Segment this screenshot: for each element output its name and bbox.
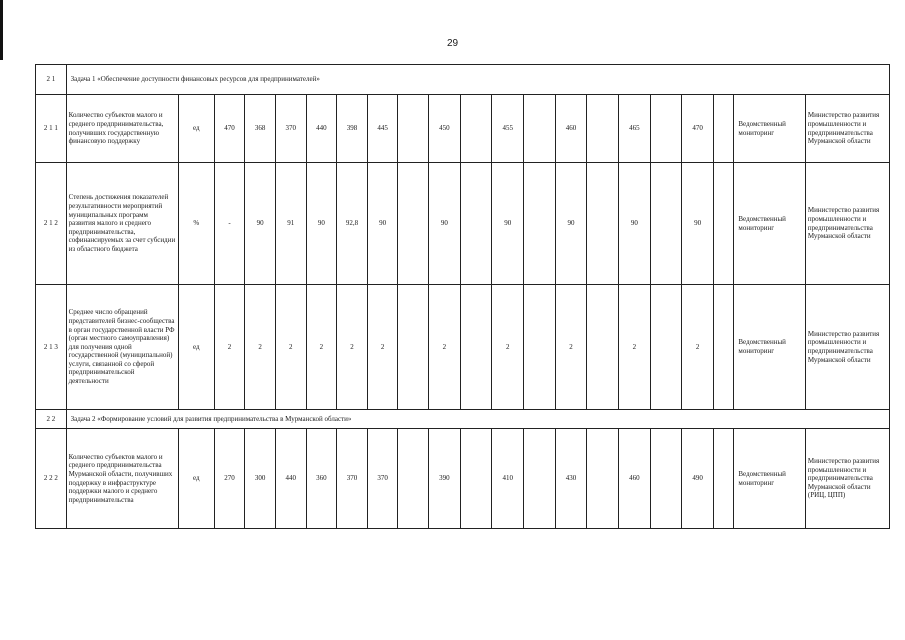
indicator-value: 398: [337, 95, 368, 163]
indicator-value: 460: [619, 429, 651, 529]
data-source: Ведомственный мониторинг: [734, 95, 805, 163]
indicator-value: 470: [682, 95, 714, 163]
indicator-name: Количество субъектов малого и среднего предпринимательства, получивших государственную финансовую поддержку: [66, 95, 178, 163]
responsible-body: Министерство развития промышленности и предпринимательства Мурманской области: [805, 163, 889, 285]
indicator-value: [713, 163, 733, 285]
indicator-value: 445: [367, 95, 398, 163]
indicator-value: [398, 163, 429, 285]
indicator-value: 90: [682, 163, 714, 285]
indicator-value: 370: [275, 95, 306, 163]
indicator-value: 90: [429, 163, 461, 285]
indicator-code: 2 1 3: [36, 285, 67, 410]
indicators-table: [35, 64, 890, 529]
responsible-body: Министерство развития промышленности и предпринимательства Мурманской области: [805, 285, 889, 410]
indicator-unit: %: [178, 163, 214, 285]
indicator-name: Степень достижения показателей результативности мероприятий муниципальных программ развития малого и среднего предпринимательства, софинансируемых за счет субсидии из областного бюджета: [66, 163, 178, 285]
indicator-value: 91: [275, 163, 306, 285]
indicator-value: [650, 95, 682, 163]
indicator-value: [713, 285, 733, 410]
indicator-value: [460, 285, 492, 410]
indicator-value: [713, 95, 733, 163]
indicator-value: 90: [619, 163, 651, 285]
indicator-value: 2: [619, 285, 651, 410]
indicator-value: 90: [367, 163, 398, 285]
indicator-code: 2 1 1: [36, 95, 67, 163]
indicator-value: [524, 429, 556, 529]
indicator-value: [524, 95, 556, 163]
indicator-value: 360: [306, 429, 337, 529]
task-row: [36, 65, 890, 95]
indicator-value: 430: [555, 429, 587, 529]
responsible-body: Министерство развития промышленности и предпринимательства Мурманской области: [805, 95, 889, 163]
indicator-value: [587, 285, 619, 410]
indicator-name: Среднее число обращений представителей бизнес-сообщества в орган государственной власти РФ (орган местного самоуправления) для получения одной государственной (муниципальной) услуги, связанной со сферой предпринимательской деятельности: [66, 285, 178, 410]
indicator-value: [587, 429, 619, 529]
indicator-value: 370: [367, 429, 398, 529]
indicator-value: 465: [619, 95, 651, 163]
indicator-value: [524, 285, 556, 410]
indicator-value: [713, 429, 733, 529]
indicator-row: [36, 95, 890, 163]
indicator-value: 460: [555, 95, 587, 163]
indicator-value: [460, 95, 492, 163]
indicator-value: 2: [275, 285, 306, 410]
indicator-value: 2: [245, 285, 276, 410]
data-source: Ведомственный мониторинг: [734, 429, 805, 529]
indicator-value: 490: [682, 429, 714, 529]
indicator-unit: ед: [178, 285, 214, 410]
indicator-value: 2: [429, 285, 461, 410]
indicator-value: [587, 95, 619, 163]
indicator-value: -: [214, 163, 245, 285]
indicator-value: 2: [492, 285, 524, 410]
indicator-value: 370: [337, 429, 368, 529]
indicator-unit: ед: [178, 95, 214, 163]
indicator-value: 450: [429, 95, 461, 163]
indicator-row: [36, 285, 890, 410]
indicator-name: Количество субъектов малого и среднего предпринимательства Мурманской области, получивших поддержку в инфраструктуре поддержки малого и среднего предпринимательства: [66, 429, 178, 529]
indicator-value: [650, 285, 682, 410]
indicator-value: 455: [492, 95, 524, 163]
indicator-value: 92,8: [337, 163, 368, 285]
indicator-value: [398, 95, 429, 163]
indicator-value: [460, 429, 492, 529]
indicator-value: 2: [306, 285, 337, 410]
indicator-value: 2: [367, 285, 398, 410]
indicator-value: 2: [682, 285, 714, 410]
indicator-value: [650, 429, 682, 529]
indicator-value: 300: [245, 429, 276, 529]
indicator-value: [398, 285, 429, 410]
scan-edge-line: [0, 0, 3, 60]
indicator-value: 368: [245, 95, 276, 163]
indicator-value: 470: [214, 95, 245, 163]
indicator-value: 270: [214, 429, 245, 529]
task-title: Задача 1 «Обеспечение доступности финансовых ресурсов для предпринимателей»: [66, 65, 889, 95]
indicator-row: [36, 163, 890, 285]
page-number: 29: [446, 38, 459, 49]
indicator-value: [587, 163, 619, 285]
indicator-code: 2 2 2: [36, 429, 67, 529]
indicator-value: [398, 429, 429, 529]
responsible-body: Министерство развития промышленности и предпринимательства Мурманской области (РИЦ, ЦПП): [805, 429, 889, 529]
task-title: Задача 2 «Формирование условий для развития предпринимательства в Мурманской области»: [66, 410, 889, 429]
indicator-code: 2 1 2: [36, 163, 67, 285]
indicator-value: 440: [306, 95, 337, 163]
indicator-value: [524, 163, 556, 285]
data-source: Ведомственный мониторинг: [734, 163, 805, 285]
indicator-value: 90: [306, 163, 337, 285]
task-code: 2 1: [36, 65, 67, 95]
indicator-value: 390: [429, 429, 461, 529]
indicator-value: 2: [337, 285, 368, 410]
indicator-value: 90: [555, 163, 587, 285]
indicator-value: 2: [555, 285, 587, 410]
indicator-value: 440: [275, 429, 306, 529]
indicator-value: [650, 163, 682, 285]
indicator-row: [36, 429, 890, 529]
indicator-value: [460, 163, 492, 285]
task-code: 2 2: [36, 410, 67, 429]
task-row: [36, 410, 890, 429]
indicator-value: 90: [245, 163, 276, 285]
indicator-unit: ед: [178, 429, 214, 529]
data-source: Ведомственный мониторинг: [734, 285, 805, 410]
indicator-value: 2: [214, 285, 245, 410]
indicator-value: 410: [492, 429, 524, 529]
indicator-value: 90: [492, 163, 524, 285]
